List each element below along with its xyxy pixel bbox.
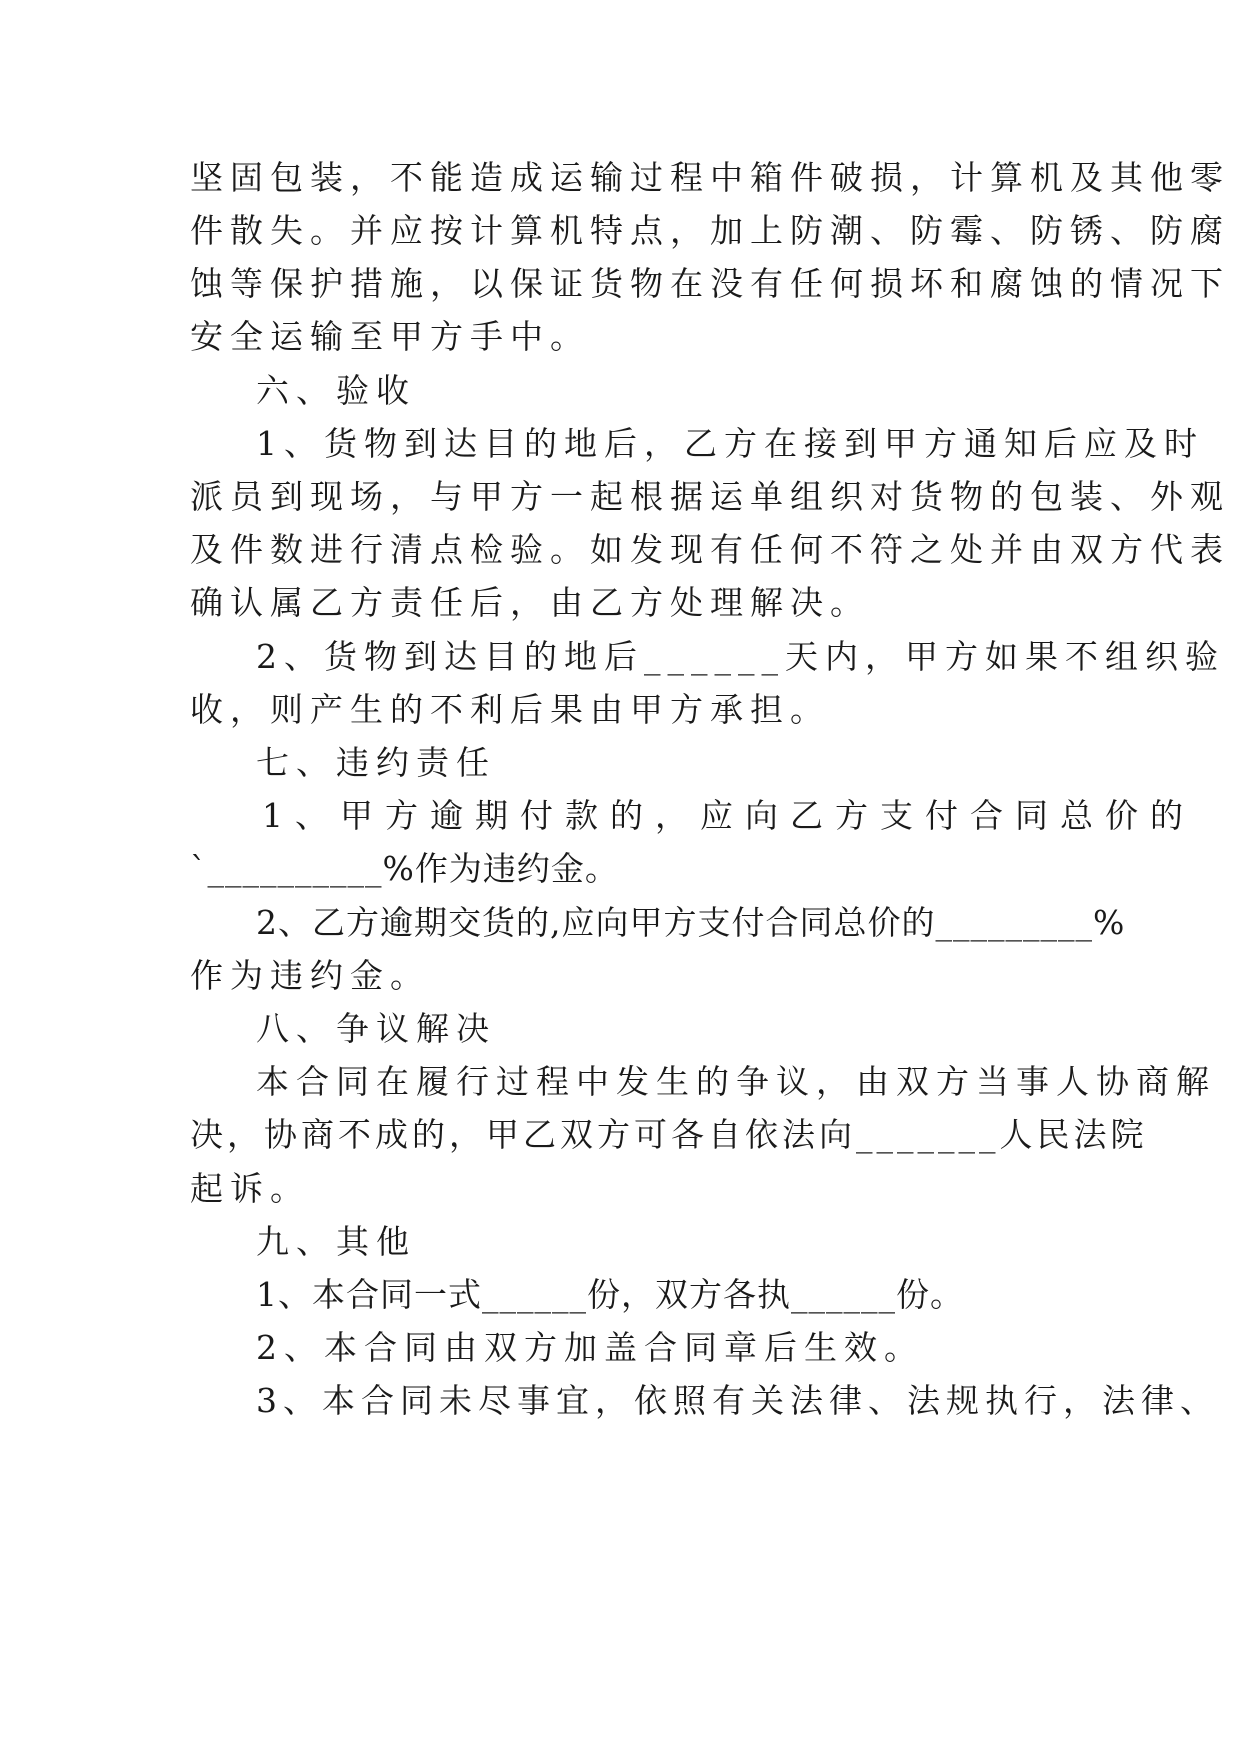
paragraph-line: 3、本合同未尽事宜，依照有关法律、法规执行，法律、 [256,1381,1219,1420]
paragraph-line: 1、货物到达目的地后，乙方在接到甲方通知后应及时 [256,424,1204,463]
paragraph-line: 起诉。 [190,1169,310,1208]
paragraph-line: 件散失。并应按计算机特点，加上防潮、防霉、防锈、防腐 [190,211,1230,250]
section-heading-other: 九、其他 [256,1222,416,1261]
paragraph-line: `__________%作为违约金。 [190,849,619,888]
paragraph-line: 2、本合同由双方加盖合同章后生效。 [256,1328,924,1367]
paragraph-line: 本合同在履行过程中发生的争议，由双方当事人协商解 [256,1062,1216,1101]
section-heading-acceptance: 六、验收 [256,371,416,410]
paragraph-line: 1、本合同一式______份，双方各执______份。 [256,1275,964,1314]
section-heading-liability: 七、违约责任 [256,743,496,782]
paragraph-line: 作为违约金。 [190,956,430,995]
paragraph-line: 坚固包装，不能造成运输过程中箱件破损，计算机及其他零 [190,158,1230,197]
paragraph-line: 蚀等保护措施，以保证货物在没有任何损坏和腐蚀的情况下 [190,264,1230,303]
paragraph-line: 2、乙方逾期交货的,应向甲方支付合同总价的_________% [256,903,1126,942]
paragraph-line: 安全运输至甲方手中。 [190,317,590,356]
paragraph-line: 及件数进行清点检验。如发现有任何不符之处并由双方代表 [190,530,1230,569]
paragraph-line: 派员到现场，与甲方一起根据运单组织对货物的包装、外观 [190,477,1230,516]
paragraph-line: 收，则产生的不利后果由甲方承担。 [190,690,830,729]
paragraph-line: 决，协商不成的，甲乙双方可各自依法向_______人民法院 [190,1115,1148,1154]
paragraph-line: 1、甲方逾期付款的，应向乙方支付合同总价的 [262,796,1195,835]
section-heading-dispute: 八、争议解决 [256,1009,496,1048]
paragraph-line: 2、货物到达目的地后______天内，甲方如果不组织验 [256,637,1225,676]
paragraph-line: 确认属乙方责任后，由乙方处理解决。 [190,583,870,622]
